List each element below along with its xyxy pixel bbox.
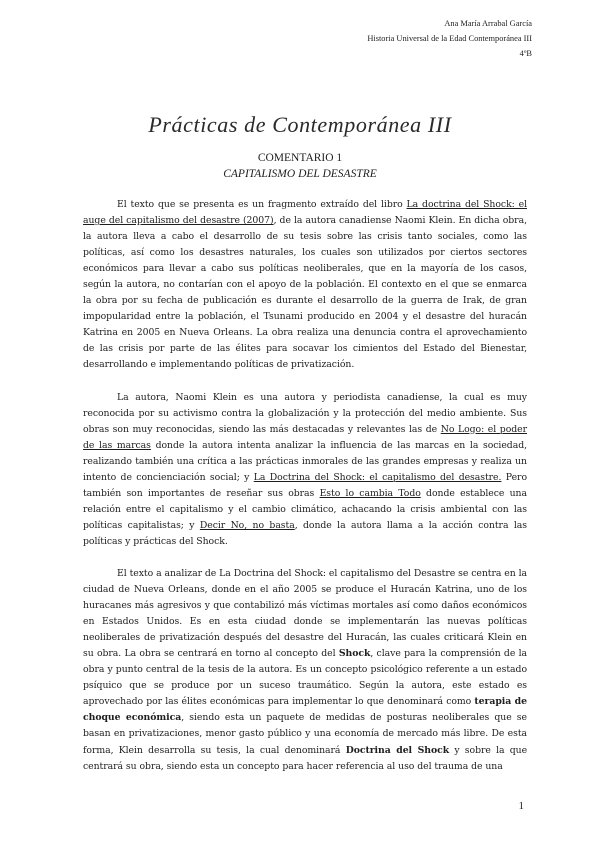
header-group: 4ºB bbox=[519, 49, 532, 58]
text-run: y sobre la que centrará su obra, siendo esta un concepto para hacer referencia al uso del trauma de una bbox=[83, 744, 528, 772]
section-heading: COMENTARIO 1 bbox=[257, 152, 343, 164]
section-heading-block bbox=[0, 150, 600, 182]
book-title-no-logo: No Logo: el poder de las marcas bbox=[83, 423, 527, 451]
book-title-esto-lo-cambia-todo: Esto lo cambia Todo bbox=[319, 487, 421, 499]
page-number: 1 bbox=[518, 800, 524, 812]
book-title-doctrina-auge: La doctrina del Shock: el auge del capitalismo del desastre (2007) bbox=[83, 199, 527, 227]
page-header bbox=[367, 16, 532, 61]
text-run: Pero también son importantes de reseñar sus obras bbox=[83, 471, 527, 499]
term-doctrina-del-shock: Doctrina del Shock bbox=[345, 744, 450, 756]
text-run: , siendo esta un paquete de medidas de posturas neoliberales que se basan en privatizaciones, menor gasto público y una economía de mercado más libre. De esta forma, Klein desarrolla su tesis, la cual denominará bbox=[83, 712, 527, 756]
term-terapia-de-choque: terapia de choque económica bbox=[83, 696, 527, 724]
header-course: Historia Universal de la Edad Contemporánea III bbox=[367, 34, 532, 43]
text-run: donde establece una relación entre el capitalismo y el cambio climático, achacando la crisis ambiental con las políticas capitalistas; y bbox=[83, 487, 527, 531]
paragraph-1 bbox=[83, 197, 527, 374]
text-run: donde la autora intenta analizar la influencia de las marcas en la sociedad, realizando también una crítica a las prácticas inmorales de las grandes empresas y realiza un intento de concienciación social; y bbox=[83, 439, 528, 483]
section-subheading: CAPITALISMO DEL DESASTRE bbox=[223, 168, 377, 180]
document-title: Prácticas de Contemporánea III bbox=[148, 112, 452, 137]
paragraph-2 bbox=[83, 390, 527, 550]
term-shock: Shock bbox=[338, 648, 371, 660]
text-run: , donde la autora llama a la acción contra las políticas y prácticas del Shock. bbox=[83, 519, 527, 547]
book-title-decir-no: Decir No, no basta bbox=[199, 519, 295, 531]
text-run: El texto a analizar de La Doctrina del Shock: el capitalismo del Desastre se centra en la ciudad de Nueva Orleans, donde en el año 2005 se produce el Huracán Katrina, uno de los huracanes más agresivos y que contabilizó más víctimas mortales así como daños económicos en Estados Unidos. Es en esta ciudad donde se implementarán las nuevas políticas neoliberales de privatización después del desastre del Huracán, las cuales criticará Klein en su obra. La obra se centrará en torno al concepto del bbox=[83, 567, 527, 660]
text-run: , de la autora canadiense Naomi Klein. En dicha obra, la autora lleva a cabo el desarrollo de su tesis sobre las crisis tanto sociales, como las políticas, así como los desastres naturales, los cuales son utilizados por ciertos sectores económicos para llevar a cabo sus políticas neoliberales, que en la mayoría de los casos, según la autora, no contarían con el apoyo de la población. El contexto en el que se enmarca la obra por su fecha de publicación es durante el desarrollo de la guerra de Irak, de gran impopularidad entre la población, el Tsunami producido en 2004 y el desastre del huracán Katrina en 2005 en Nueva Orleans. La obra realiza una denuncia contra el aprovechamiento de las crisis por parte de las élites para socavar los cimientos del Estado del Bienestar, desarrollando e implementando políticas de privatización. bbox=[83, 215, 527, 371]
text-run: , clave para la comprensión de la obra y punto central de la tesis de la autora. Es un concepto psicológico referente a un estado psíquico que se produce por un suceso traumático. Según la autora, este estado es aprovechado por las élites económicas para implementar lo que denominará como bbox=[83, 648, 527, 708]
document-body bbox=[83, 197, 527, 791]
text-run: La autora, Naomi Klein es una autora y periodista canadiense, la cual es muy reconocida por su activismo contra la globalización y la protección del medio ambiente. Sus obras son muy reconocidas, siendo las más destacadas y relevantes las de bbox=[83, 391, 527, 435]
paragraph-3 bbox=[83, 566, 527, 775]
book-title-doctrina-shock: La Doctrina del Shock: el capitalismo del desastre. bbox=[253, 471, 502, 483]
header-author: Ana María Arrabal García bbox=[444, 19, 532, 28]
text-run: El texto que se presenta es un fragmento extraído del libro bbox=[117, 199, 407, 210]
